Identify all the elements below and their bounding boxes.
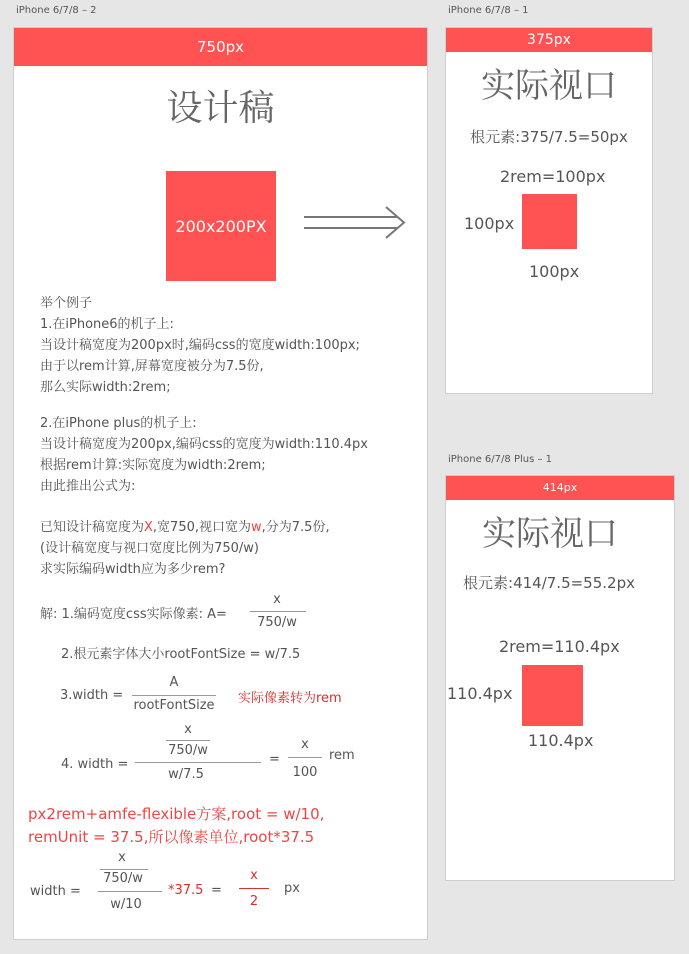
solution-1-fraction-bar (250, 611, 306, 612)
design-box-label: 200x200PX (175, 216, 267, 236)
solution-4-label: 4. width = (61, 757, 129, 772)
solution-1-numerator: x (273, 592, 281, 607)
viewport-width-bar: 375px (446, 28, 652, 52)
frame-label-design[interactable]: iPhone 6/7/8 – 2 (16, 5, 97, 16)
root-font-size: 根元素:414/7.5=55.2px (463, 574, 635, 592)
solution-4-equals: = (269, 752, 280, 767)
known-part-1: 已知设计稿宽度为 (40, 520, 145, 535)
viewport-title: 实际视口 (481, 66, 617, 106)
known-part-3: ,分为7.5份, (261, 520, 330, 535)
px2rem-line-2: remUnit = 37.5,所以像素单位,root*37.5 (28, 828, 315, 846)
final-equals: = (211, 883, 222, 898)
solution-1-denominator: 750/w (257, 615, 297, 630)
final-denominator: w/10 (110, 897, 142, 912)
solution-4-result-denominator: 100 (292, 765, 318, 780)
artboard-iphone[interactable] (445, 27, 653, 394)
final-result-denominator: 2 (249, 894, 259, 909)
example-line-6: 2.在iPhone plus的机子上: (40, 416, 197, 431)
double-arrow-icon (302, 204, 408, 244)
final-fraction-bar (98, 891, 162, 892)
final-inner-bar (100, 869, 148, 870)
root-font-size: 根元素:375/7.5=50px (470, 128, 628, 146)
solution-3-numerator: A (169, 675, 179, 690)
final-inner-denominator: 750/w (103, 871, 143, 886)
page-title: 设计稿 (166, 88, 275, 129)
solution-3-label: 3.width = (60, 688, 124, 703)
known-w: w (251, 520, 262, 535)
known-line-3: 求实际编码width应为多少rem? (40, 562, 226, 577)
box-top-label: 2rem=110.4px (499, 637, 620, 656)
solution-4-inner-denominator: 750/w (168, 743, 208, 758)
example-line-7: 当设计稿宽度为200px,编码css的宽度为width:110.4px (40, 437, 368, 452)
solution-4-unit: rem (329, 748, 355, 763)
solution-4-result-bar (288, 757, 322, 758)
example-line-1: 1.在iPhone6的机子上: (40, 317, 174, 332)
final-label: width = (30, 884, 81, 899)
final-result-bar (239, 888, 269, 889)
viewport-width-bar: 414px (446, 476, 674, 500)
solution-4-inner-numerator: x (184, 722, 192, 737)
known-line-2: (设计稿宽度与视口宽度比例为750/w) (40, 541, 259, 556)
viewport-box (522, 665, 583, 726)
solution-4-fraction-bar (135, 762, 261, 763)
box-top-label: 2rem=100px (500, 167, 606, 186)
px2rem-line-1: px2rem+amfe-flexible方案,root = w/10, (28, 805, 325, 823)
solution-4-denominator: w/7.5 (168, 767, 204, 782)
solution-3-fraction-bar (132, 695, 216, 696)
artboard-design[interactable] (13, 27, 428, 940)
design-box (166, 171, 276, 281)
final-multiplier: *37.5 (168, 883, 204, 898)
solution-3-note: 实际像素转为rem (238, 691, 342, 706)
final-unit: px (284, 881, 300, 896)
example-line-8: 根据rem计算:实际宽度为width:2rem; (40, 458, 266, 473)
box-bottom-label: 100px (529, 262, 580, 281)
artboard-iphone-plus[interactable] (445, 475, 675, 881)
example-line-3: 由于以rem计算,屏幕宽度被分为7.5份, (40, 359, 264, 374)
solution-2: 2.根元素字体大小rootFontSize = w/7.5 (61, 647, 301, 662)
width-bar: 750px (14, 28, 427, 66)
solution-1-label: 解: 1.编码宽度css实际像素: A= (40, 607, 227, 622)
solution-4-result-numerator: x (301, 737, 309, 752)
known-x: X (144, 520, 153, 535)
box-left-label: 100px (464, 214, 515, 233)
example-line-4: 那么实际width:2rem; (40, 380, 171, 395)
final-inner-numerator: x (118, 850, 126, 865)
frame-label-iphone-plus[interactable]: iPhone 6/7/8 Plus – 1 (448, 454, 553, 465)
example-line-2: 当设计稿宽度为200px时,编码css的宽度width:100px; (40, 338, 360, 353)
frame-label-iphone[interactable]: iPhone 6/7/8 – 1 (448, 5, 529, 16)
viewport-box (522, 194, 577, 249)
viewport-title: 实际视口 (482, 514, 618, 554)
example-line-9: 由此推出公式为: (40, 479, 136, 494)
known-part-2: ,宽750,视口宽为 (152, 520, 251, 535)
solution-4-inner-bar (166, 740, 210, 741)
box-bottom-label: 110.4px (528, 731, 594, 750)
example-heading: 举个例子 (40, 296, 93, 311)
solution-3-denominator: rootFontSize (133, 698, 215, 713)
final-result-numerator: x (250, 868, 258, 883)
known-line (40, 517, 330, 539)
box-left-label: 110.4px (447, 684, 513, 703)
